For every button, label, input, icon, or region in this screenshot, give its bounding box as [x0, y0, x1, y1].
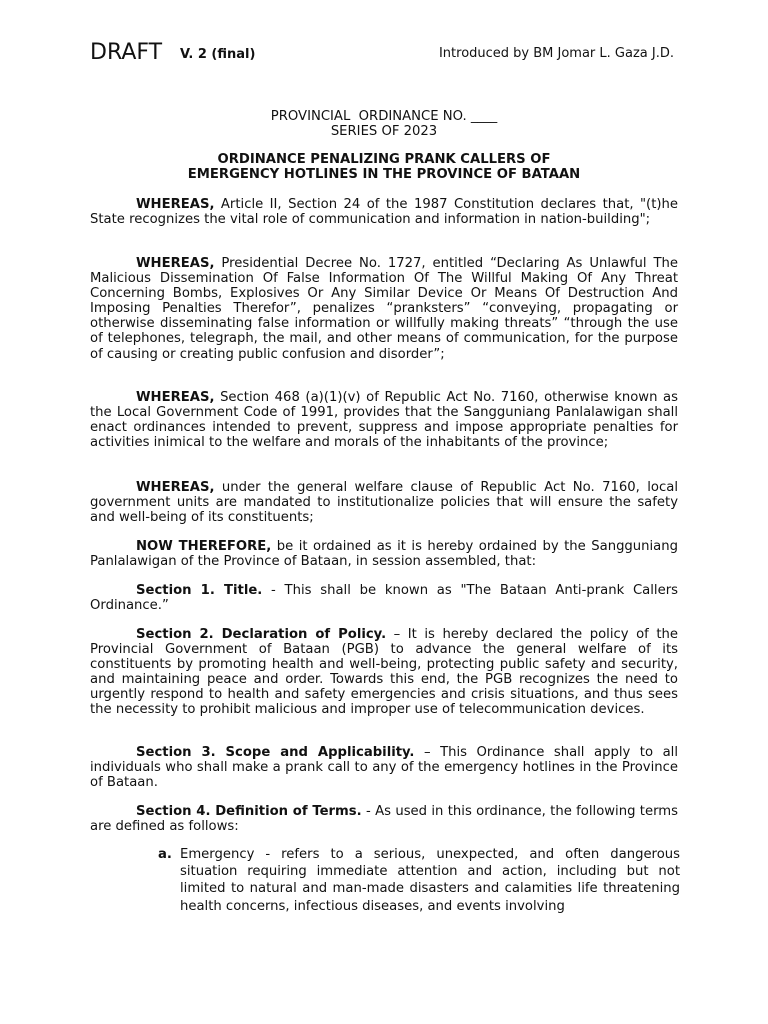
ordinance-title-line2: EMERGENCY HOTLINES IN THE PROVINCE OF BATAAN — [187, 167, 581, 182]
paragraph-lead: Section 1. Title. — [136, 583, 263, 598]
ordinance-number: PROVINCIAL ORDINANCE NO. ____ — [270, 109, 498, 124]
paragraph-lead: Section 2. Declaration of Policy. — [136, 627, 387, 642]
paragraph-lead: Section 3. Scope and Applicability. — [136, 745, 415, 760]
paragraph-whereas-2 — [90, 256, 678, 362]
section-1-title — [90, 583, 678, 613]
paragraph-whereas-1 — [90, 197, 678, 227]
paragraph-text: - This shall be known as "The Bataan Anti-prank Callers Ordinance.” — [90, 583, 678, 614]
section-3-scope — [90, 745, 678, 790]
paragraph-text: Presidential Decree No. 1727, entitled “Declaring As Unlawful The Malicious Dissemination Of False Information Of The Willful Making Of Any Threat Concerning Bombs, Explosives Or Any Similar Device Or Means Of Destruction And Imposing Penalties Therefor”, penalizes “pranksters” “conveying, propagating or otherwise disseminating false information or willfully making threats” “through the use of telephones, telegraph, the mail, and other means of communication, for the purpose of causing or creating public confusion and disorder”; — [90, 256, 678, 362]
definition-list-item — [158, 846, 680, 915]
paragraph-text: under the general welfare clause of Republic Act No. 7160, local government units are mandated to institutionalize policies that will ensure the safety and well-being of its constituents; — [90, 480, 678, 526]
paragraph-lead: WHEREAS, — [136, 197, 215, 212]
paragraph-lead: WHEREAS, — [136, 480, 215, 495]
section-2-declaration-of-policy — [90, 627, 678, 718]
list-item-text: Emergency - refers to a serious, unexpected, and often dangerous situation requiring immediate attention and action, including but not limited to natural and man-made disasters and calamities life threatening health concerns, infectious diseases, and events involving — [180, 847, 680, 914]
paragraph-text: – It is hereby declared the policy of the Provincial Government of Bataan (PGB) to advance the general welfare of its constituents by promoting health and well-being, protecting public safety and security, and maintaining peace and order. Towards this end, the PGB recognizes the need to urgently respond to health and safety emergencies and crisis situations, and thus sees the necessity to prohibit malicious and improper use of telecommunication devices. — [90, 627, 678, 718]
paragraph-text: Section 468 (a)(1)(v) of Republic Act No. 7160, otherwise known as the Local Government Code of 1991, provides that the Sangguniang Panlalawigan shall enact ordinances intended to prevent, suppress and impose appropriate penalties for activities inimical to the welfare and morals of the inhabitants of the province; — [90, 390, 678, 451]
paragraph-lead: Section 4. Definition of Terms. — [136, 804, 362, 819]
paragraph-lead: WHEREAS, — [136, 390, 215, 405]
paragraph-lead: NOW THEREFORE, — [136, 539, 272, 554]
version-label: V. 2 (final) — [180, 47, 256, 62]
paragraph-lead: WHEREAS, — [136, 256, 215, 271]
document-header — [90, 40, 678, 70]
paragraph-text: - As used in this ordinance, the following terms are defined as follows: — [90, 804, 678, 835]
paragraph-whereas-3 — [90, 390, 678, 450]
draft-label: DRAFT — [90, 40, 163, 65]
list-marker: a. — [158, 847, 172, 862]
introduced-by: Introduced by BM Jomar L. Gaza J.D. — [438, 46, 674, 61]
ordinance-title-line1: ORDINANCE PENALIZING PRANK CALLERS OF — [217, 152, 551, 167]
paragraph-text: Article II, Section 24 of the 1987 Constitution declares that, "(t)he State recognizes the vital role of communication and information in nation-building"; — [90, 197, 678, 228]
section-4-definitions — [90, 804, 678, 834]
paragraph-text: – This Ordinance shall apply to all individuals who shall make a prank call to any of the emergency hotlines in the Province of Bataan. — [90, 745, 678, 791]
series-year: SERIES OF 2023 — [330, 124, 438, 139]
paragraph-now-therefore — [90, 539, 678, 569]
paragraph-text: be it ordained as it is hereby ordained by the Sangguniang Panlalawigan of the Province of Bataan, in session assembled, that: — [90, 539, 678, 570]
paragraph-whereas-4 — [90, 480, 678, 525]
